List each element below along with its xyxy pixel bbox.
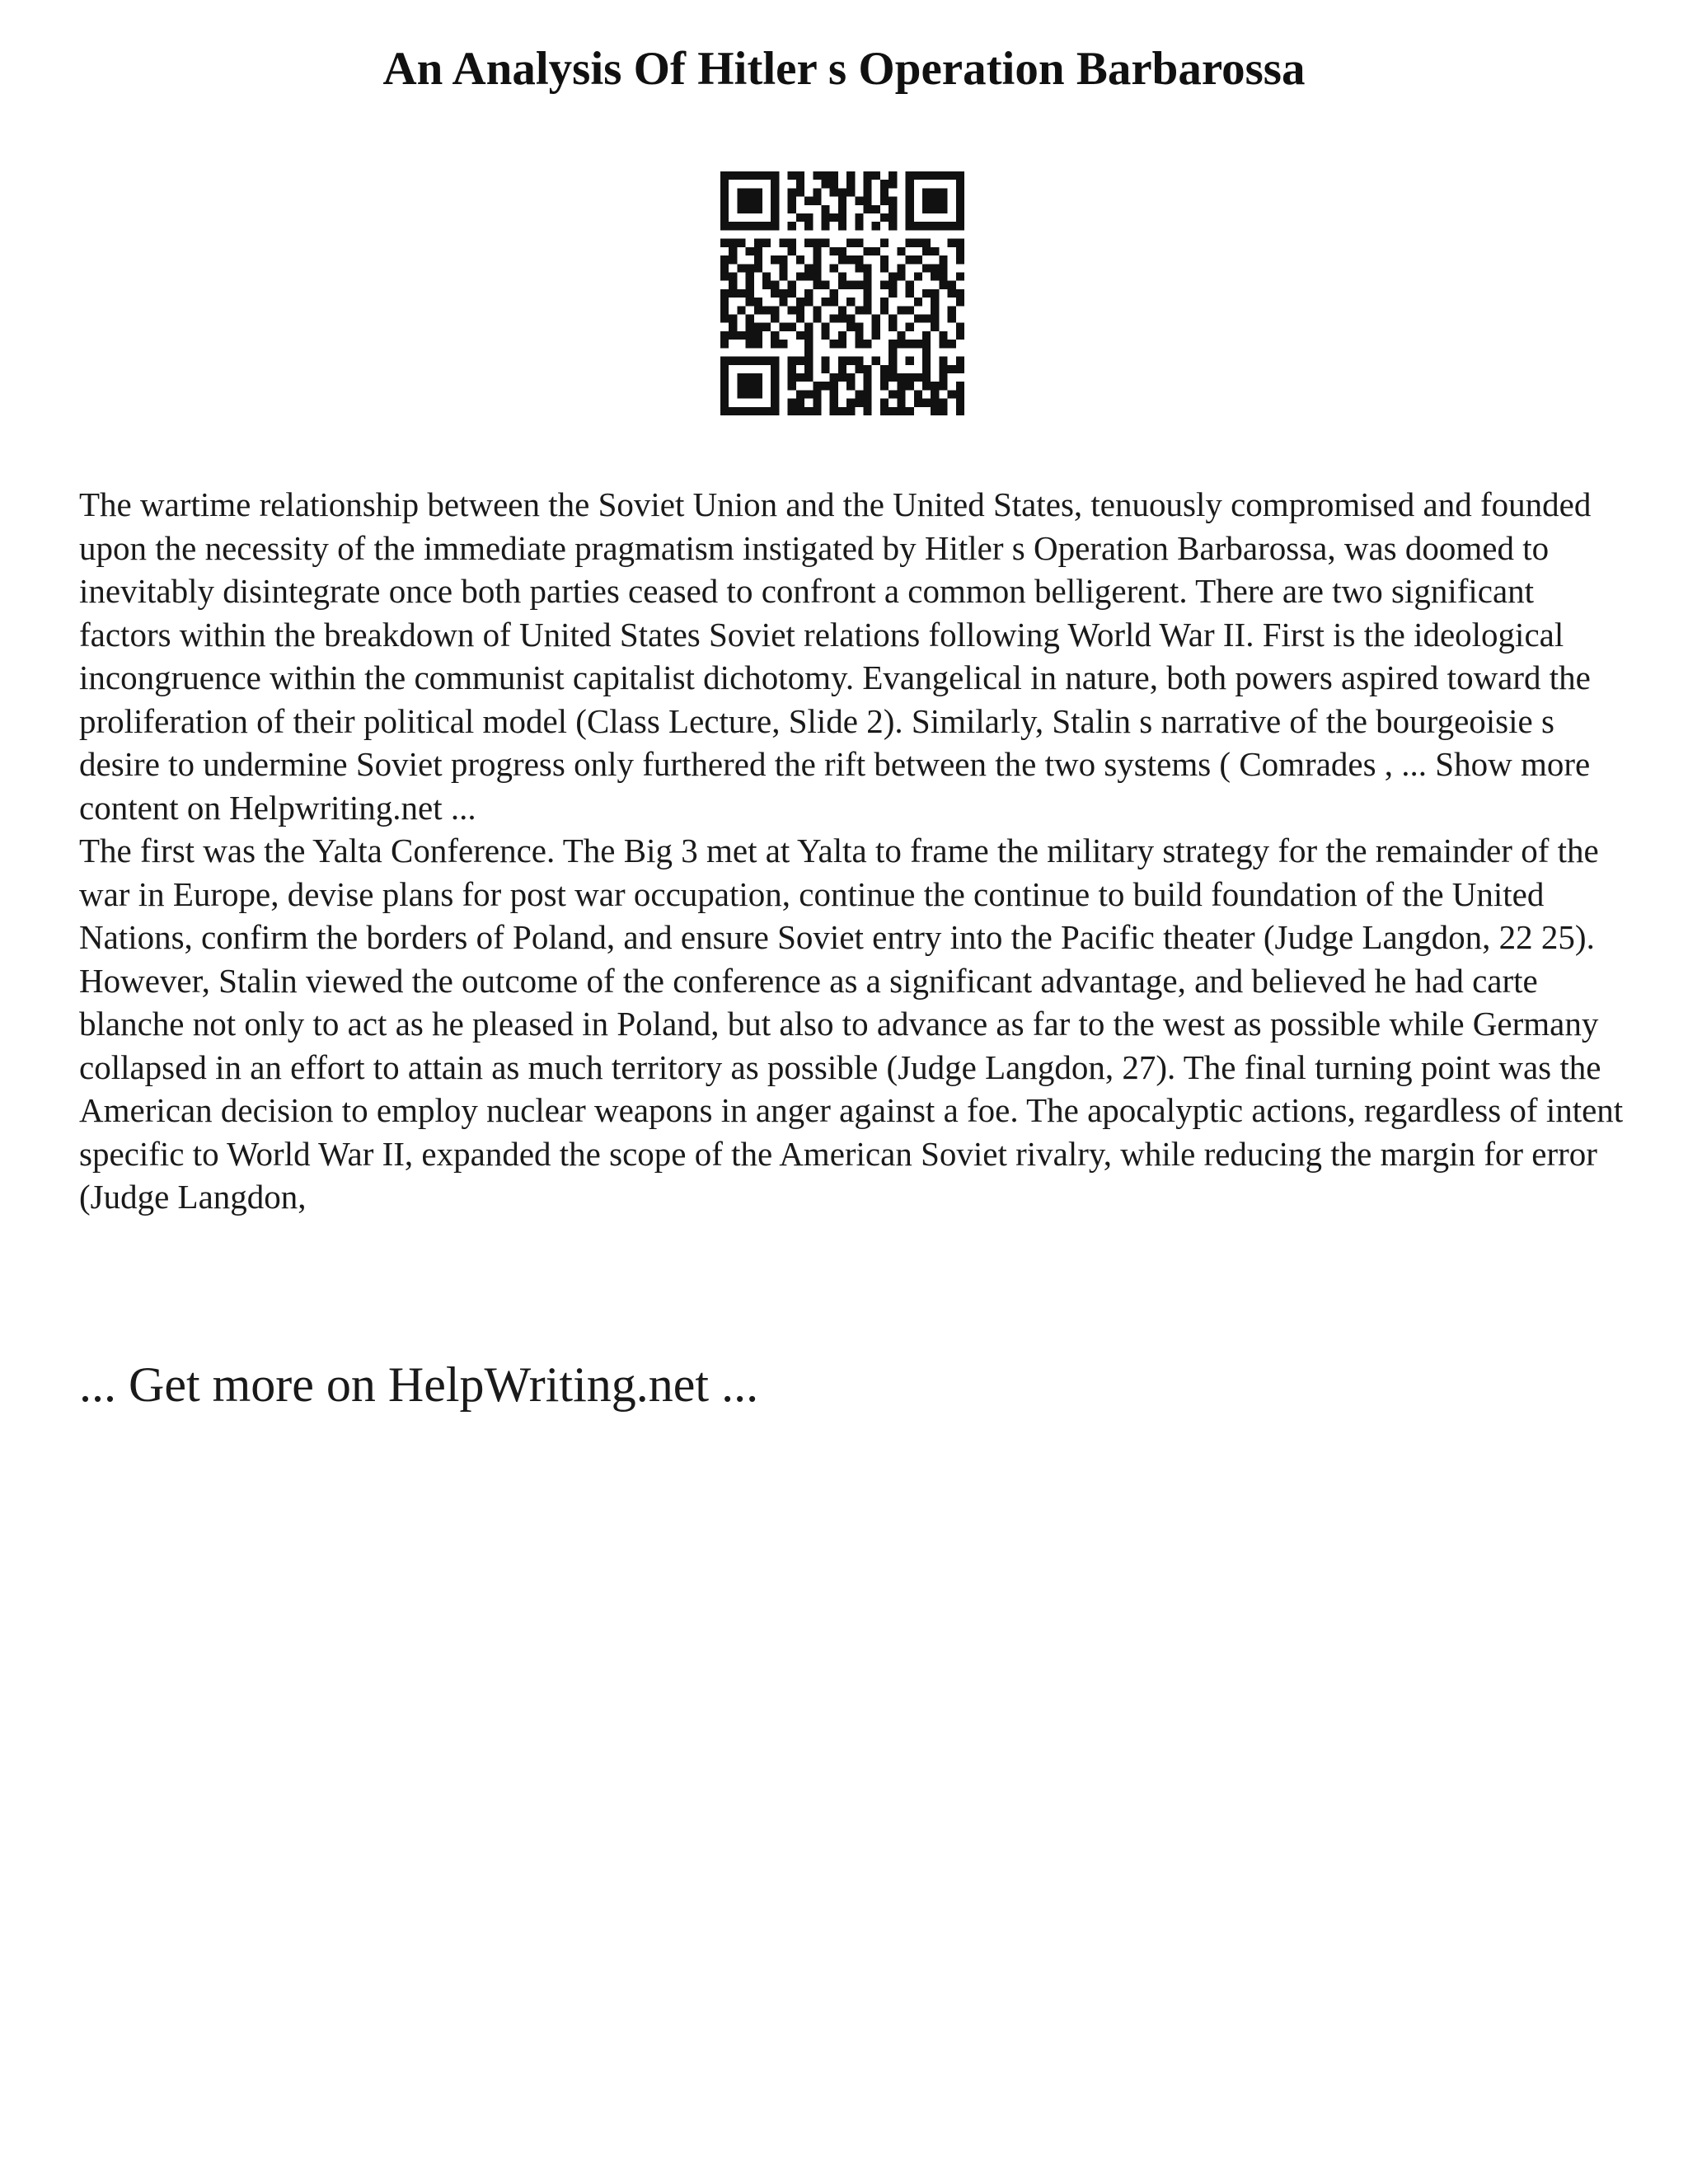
- get-more-link[interactable]: ... Get more on HelpWriting.net ...: [79, 1357, 759, 1412]
- body-text: [79, 483, 1629, 1219]
- paragraph: The wartime relationship between the Soviet Union and the United States, tenuously compromised and founded upon the necessity of the immediate pragmatism instigated by Hitler s Operation Barbarossa, was doomed to inevitably disintegrate once both parties ceased to confront a common belligerent. There are two significant factors within the breakdown of United States Soviet relations following World War II. First is the ideological incongruence within the communist capitalist dichotomy. Evangelical in nature, both powers aspired toward the proliferation of their political model (Class Lecture, Slide 2). Similarly, Stalin s narrative of the bourgeoisie s desire to undermine Soviet progress only furthered the rift between the two systems ( Comrades , ... Show more content on Helpwriting.net ...: [79, 485, 1592, 827]
- document-title: An Analysis Of Hitler s Operation Barbarossa: [382, 43, 1306, 95]
- paragraph: The first was the Yalta Conference. The Big 3 met at Yalta to frame the military strategy for the remainder of the war in Europe, devise plans for post war occupation, continue the continue to build foundation of the United Nations, confirm the borders of Poland, and ensure Soviet entry into the Pacific theater (Judge Langdon, 22 25). However, Stalin viewed the outcome of the conference as a significant advantage, and believed he had carte blanche not only to act as he pleased in Poland, but also to advance as far to the west as possible while Germany collapsed in an effort to attain as much territory as possible (Judge Langdon, 27). The final turning point was the American decision to employ nuclear weapons in anger against a foe. The apocalyptic actions, regardless of intent specific to World War II, expanded the scope of the American Soviet rivalry, while reducing the margin for error (Judge Langdon,: [79, 832, 1624, 1216]
- qr-code-icon: [720, 171, 964, 415]
